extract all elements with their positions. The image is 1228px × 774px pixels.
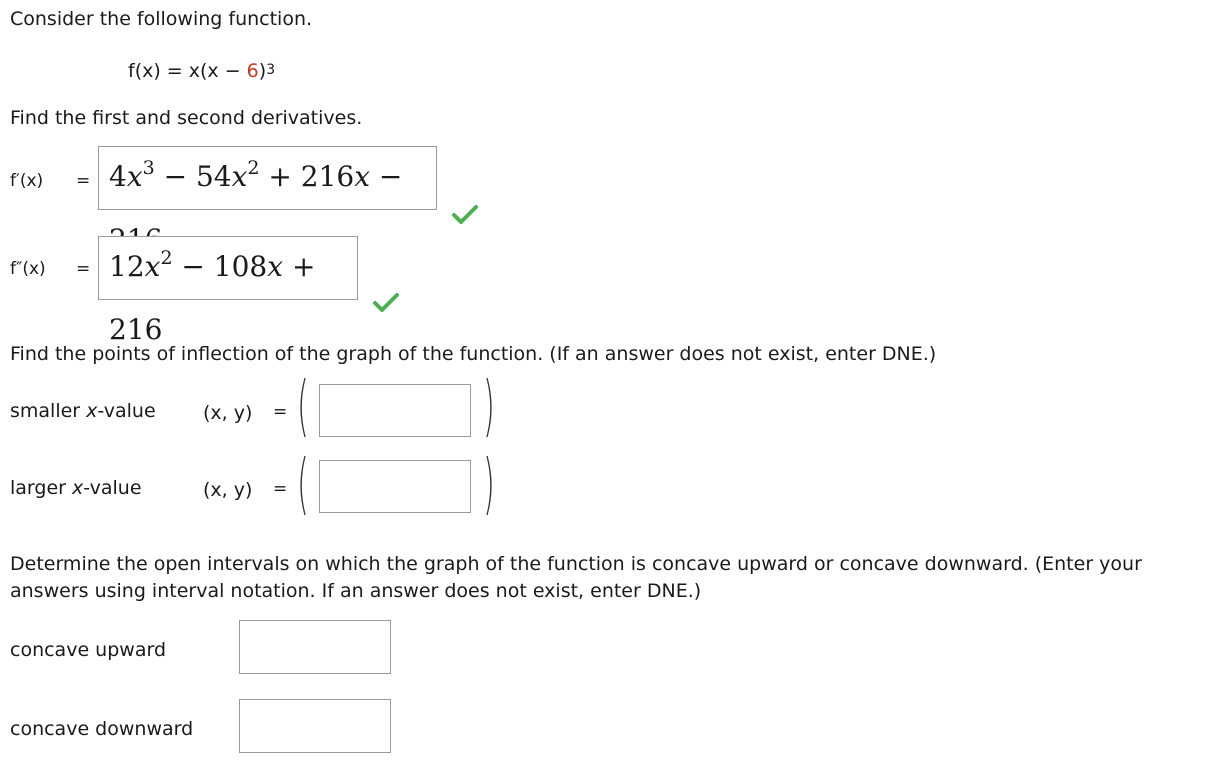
derivatives-prompt: Find the first and second derivatives.: [10, 107, 363, 129]
larger-label-pre: larger: [10, 477, 73, 499]
smaller-close-paren: ): [483, 367, 495, 444]
sd-term1-coef: 12: [109, 250, 145, 283]
second-derivative-equals: =: [76, 259, 91, 279]
intro-text: Consider the following function.: [10, 8, 313, 30]
smaller-pair-label: (x, y): [203, 402, 253, 424]
larger-pair-label: (x, y): [203, 479, 253, 501]
function-definition: [128, 60, 275, 82]
smaller-equals: =: [273, 402, 288, 422]
first-derivative-answer[interactable]: [98, 146, 437, 210]
inflection-prompt: Find the points of inflection of the graph of the function. (If an answer does not exist, enter DNE.): [10, 343, 937, 365]
smaller-open-paren: (: [297, 367, 309, 444]
smaller-x-label: [10, 400, 156, 422]
fd-term1-coef: 4: [109, 160, 127, 193]
larger-label-var: x: [72, 477, 84, 499]
sd-term2-var: x: [267, 250, 284, 283]
function-exponent: 3: [266, 62, 276, 78]
smaller-label-post: -value: [97, 400, 156, 422]
larger-label-post: -value: [83, 477, 142, 499]
first-derivative-equals: =: [76, 171, 91, 191]
function-constant: 6: [246, 60, 259, 82]
first-derivative-label: f′(x): [10, 171, 44, 191]
first-derivative-check-icon: [452, 204, 478, 224]
function-right: ): [258, 60, 267, 82]
concavity-prompt-line2: answers using interval notation. If an answer does not exist, enter DNE.): [10, 580, 702, 602]
larger-open-paren: (: [297, 445, 309, 522]
concave-upward-input[interactable]: [239, 620, 391, 674]
concave-downward-label: concave downward: [10, 718, 194, 740]
concave-downward-input[interactable]: [239, 699, 391, 753]
concavity-prompt-line1: Determine the open intervals on which the graph of the function is concave upward or concave downward. (Enter your: [10, 553, 1142, 575]
function-left: f(x) = x(x −: [128, 60, 247, 82]
larger-x-label: [10, 477, 142, 499]
fd-term3-coef: + 216: [259, 160, 355, 193]
second-derivative-label: f″(x): [10, 259, 46, 279]
fd-term2-coef: − 54: [154, 160, 232, 193]
smaller-label-var: x: [86, 400, 98, 422]
sd-term2-coef: − 108: [172, 250, 268, 283]
sd-term1-exp: 2: [160, 247, 173, 269]
sd-term3: + 216: [109, 250, 316, 346]
smaller-inflection-input[interactable]: [319, 384, 471, 437]
fd-term4: −: [378, 160, 403, 193]
fd-term3-var: x: [354, 160, 371, 193]
second-derivative-check-icon: [373, 292, 399, 312]
larger-equals: =: [273, 479, 288, 499]
smaller-label-pre: smaller: [10, 400, 87, 422]
larger-close-paren: ): [483, 445, 495, 522]
concave-upward-label: concave upward: [10, 639, 166, 661]
fd-term1-exp: 3: [142, 157, 155, 179]
fd-term2-exp: 2: [247, 157, 260, 179]
sd-term1-var: x: [144, 250, 161, 283]
second-derivative-answer[interactable]: [98, 236, 358, 346]
fd-term2-var: x: [231, 160, 248, 193]
fd-term1-var: x: [126, 160, 143, 193]
larger-inflection-input[interactable]: [319, 460, 471, 513]
